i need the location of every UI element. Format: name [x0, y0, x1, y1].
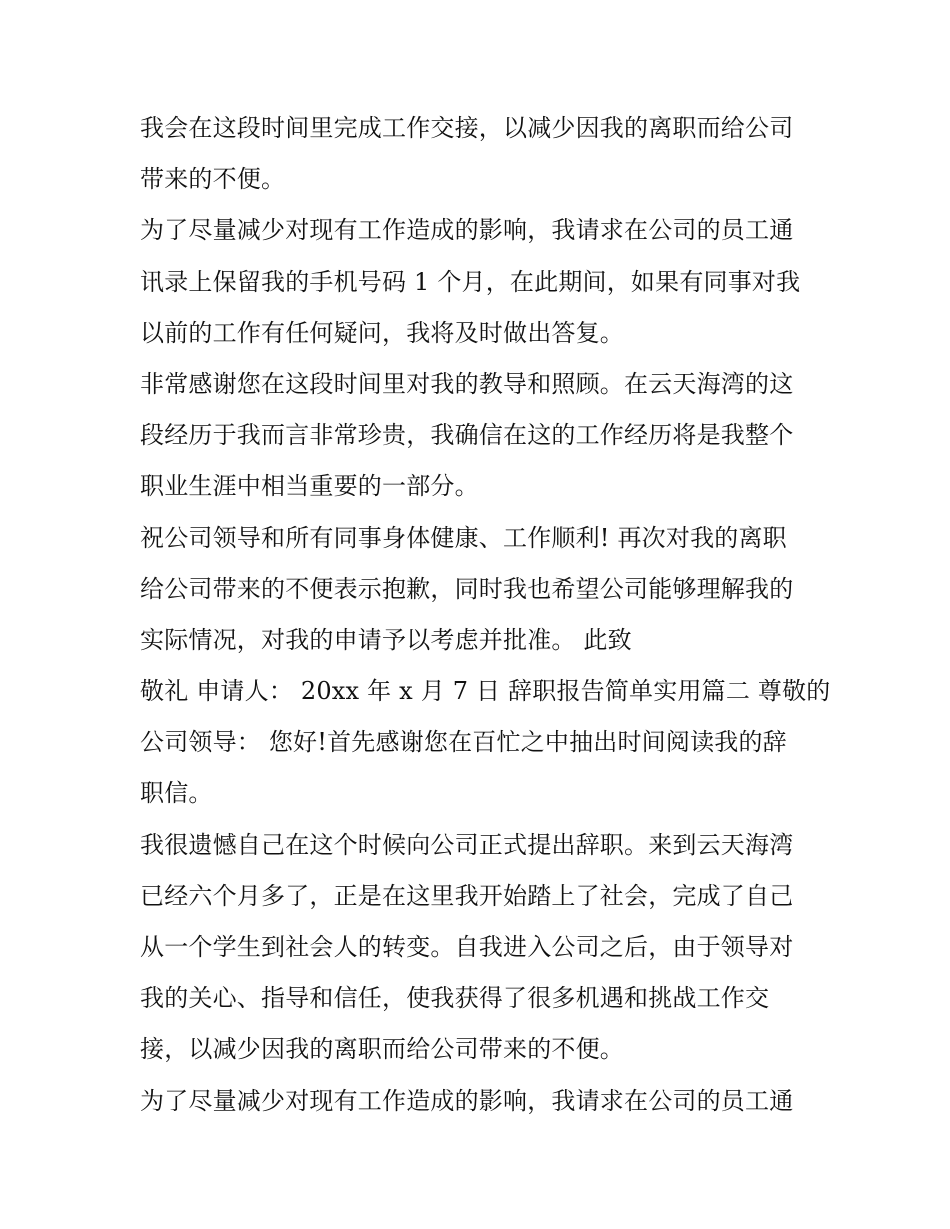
text-line: 已经六个月多了，正是在这里我开始踏上了社会，完成了自己: [140, 881, 794, 910]
text-line: 以前的工作有任何疑问，我将及时做出答复。: [140, 318, 624, 347]
text-line: 实际情况，对我的申请予以考虑并批准。 此致: [140, 625, 632, 654]
text-line: 公司领导： 您好!首先感谢您在百忙之中抽出时间阅读我的辞: [140, 728, 787, 757]
text-line: 敬礼 申请人： 20xx 年 x 月 7 日 辞职报告简单实用篇二 尊敬的: [140, 677, 831, 706]
text-line: 带来的不便。: [140, 165, 286, 194]
text-line: 从一个学生到社会人的转变。自我进入公司之后，由于领导对: [140, 933, 794, 961]
text-line: 为了尽量减少对现有工作造成的影响，我请求在公司的员工通: [140, 216, 794, 245]
text-line: 非常感谢您在这段时间里对我的教导和照顾。在云天海湾的这: [140, 369, 794, 398]
document-body: [140, 103, 831, 1127]
text-line: 职信。: [140, 779, 213, 808]
text-line: 给公司带来的不便表示抱歉，同时我也希望公司能够理解我的: [140, 574, 794, 603]
text-line: 为了尽量减少对现有工作造成的影响，我请求在公司的员工通: [140, 1086, 794, 1115]
text-line: 我的关心、指导和信任，使我获得了很多机遇和挑战工作交: [140, 984, 770, 1013]
text-line: 讯录上保留我的手机号码 1 个月，在此期间，如果有同事对我: [140, 267, 801, 296]
text-line: 职业生涯中相当重要的一部分。: [140, 472, 479, 501]
text-line: 我会在这段时间里完成工作交接，以减少因我的离职而给公司: [140, 114, 794, 142]
text-line: 接，以减少因我的离职而给公司带来的不便。: [140, 1035, 624, 1064]
text-line: 我很遗憾自己在这个时候向公司正式提出辞职。来到云天海湾: [140, 830, 794, 859]
text-line: 祝公司领导和所有同事身体健康、工作顺利! 再次对我的离职: [140, 523, 787, 552]
text-line: 段经历于我而言非常珍贵，我确信在这的工作经历将是我整个: [140, 421, 794, 450]
